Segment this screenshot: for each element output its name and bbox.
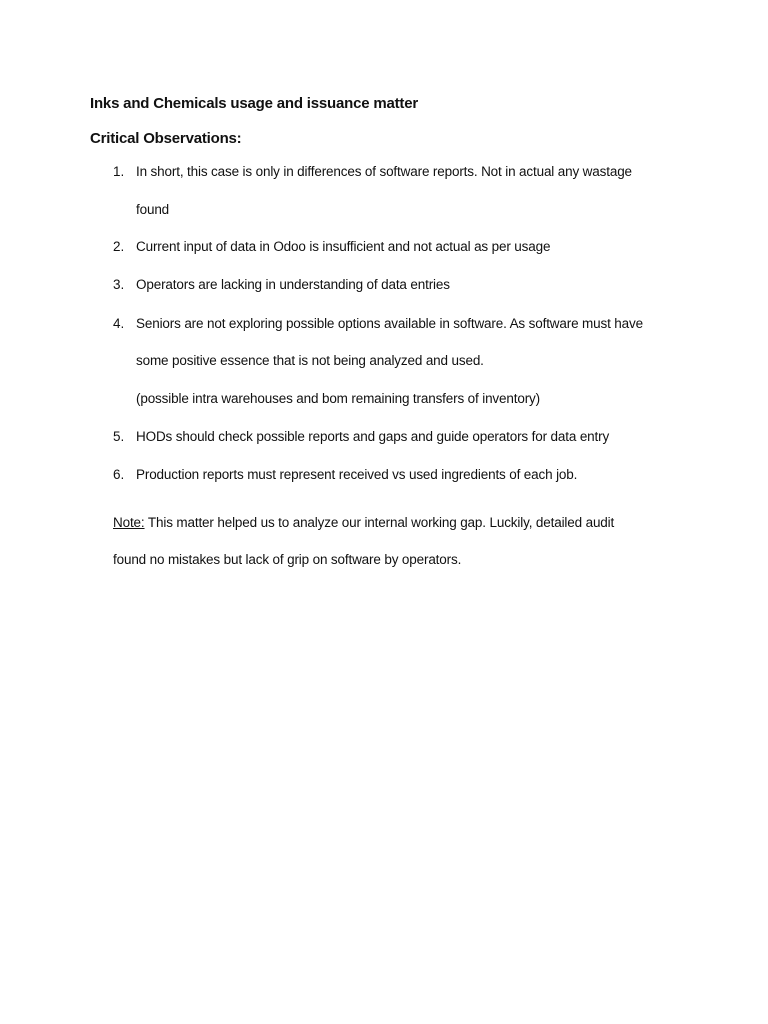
list-item-number: 5. (113, 429, 125, 444)
list-item-number: 1. (113, 164, 125, 179)
list-item-text: Operators are lacking in understanding of data entries (136, 277, 450, 292)
list-item-text: Production reports must represent received vs used ingredients of each job. (136, 467, 578, 482)
list-item-text: some positive essence that is not being analyzed and used. (136, 353, 484, 368)
list-item-text: found (136, 202, 170, 217)
document-title: Inks and Chemicals usage and issuance matter (90, 95, 418, 112)
list-item-text: Current input of data in Odoo is insufficient and not actual as per usage (136, 239, 551, 254)
list-item-number: 3. (113, 277, 125, 292)
section-heading-critical-observations: Critical Observations: (90, 130, 242, 147)
list-item-text: (possible intra warehouses and bom remaining transfers of inventory) (136, 391, 541, 406)
list-item-text: Seniors are not exploring possible options available in software. As software must have (136, 316, 643, 331)
note-label: Note: (113, 515, 145, 530)
list-item-text: HODs should check possible reports and gaps and guide operators for data entry (136, 429, 610, 444)
list-item-number: 4. (113, 316, 125, 331)
note-paragraph-continued: found no mistakes but lack of grip on software by operators. (113, 552, 462, 567)
note-paragraph (113, 514, 614, 532)
list-item-number: 6. (113, 467, 125, 482)
list-item-number: 2. (113, 239, 125, 254)
list-item-text: In short, this case is only in differences of software reports. Not in actual any wastage (136, 164, 632, 179)
note-text: This matter helped us to analyze our internal working gap. Luckily, detailed audit (144, 515, 615, 530)
